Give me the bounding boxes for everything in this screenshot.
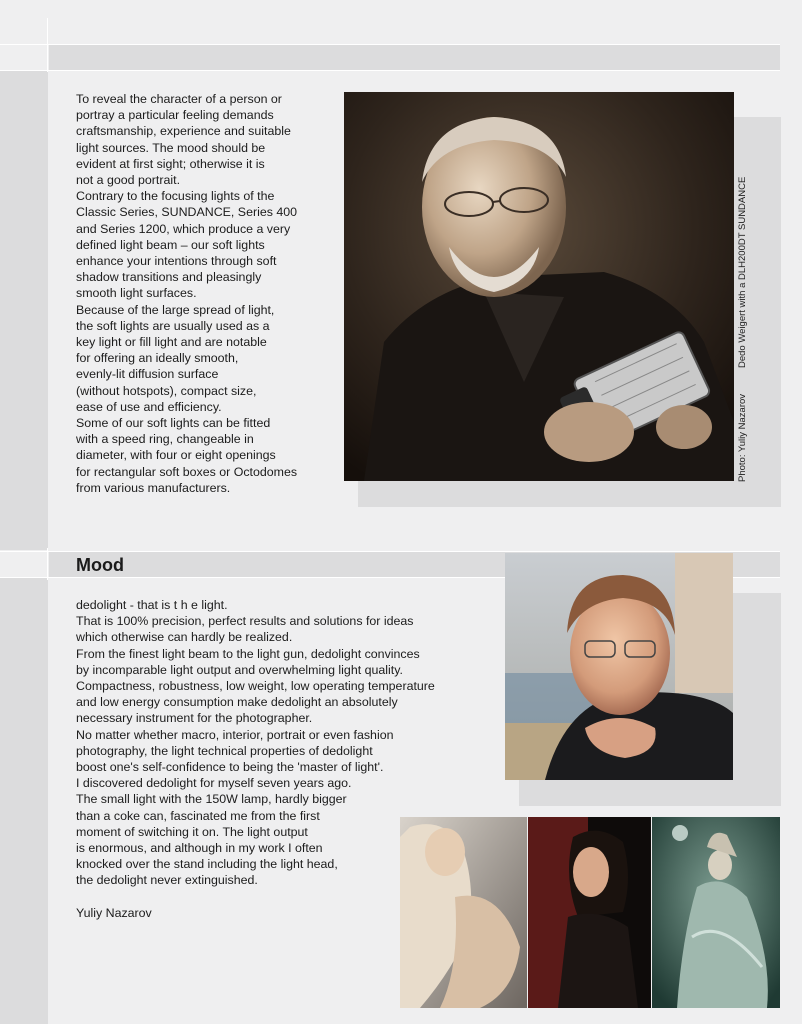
left-margin-strip-bottom bbox=[0, 578, 48, 1024]
portrait-photo-dedo-weigert bbox=[344, 92, 734, 481]
photographer-credit: Photo: Yuliy Nazarov bbox=[737, 393, 748, 482]
sample-photo-2-graphic bbox=[528, 817, 651, 1008]
portrait-photo2-graphic bbox=[505, 553, 733, 780]
top-vertical-rule bbox=[47, 18, 48, 72]
mood-text: dedolight - that is t h e light. That is 100% precision, perfect results and solutions for ideas which otherwise can hardly be realized. From the finest light beam to the light gun, dedolight convinces by incomparable light output and overwhelming light quality. Compactness, robustness, low weight, low operating temperature and low energy consumption make dedolight an absolutely necessary instrument for the photographer. No matter whether macro, interior, portrait or even fashion photography, the light technical properties of dedolight boost one's self-confidence to being the 'master of light'. I discovered dedolight for myself seven years ago. The small light with the 150W lamp, hardly bigger than a coke can, fascinated me from the first moment of switching it on. The light output is enormous, and although in my work I often knocked over the stand including the light head, the dedolight never extinguished. bbox=[76, 598, 435, 888]
left-margin-strip-top bbox=[0, 70, 48, 550]
sample-photo-1 bbox=[400, 817, 527, 1008]
mood-vertical-rule bbox=[47, 548, 48, 580]
sample-photo-2 bbox=[528, 817, 651, 1008]
top-rule-lower bbox=[0, 70, 780, 71]
photo-caption: Dedo Weigert with a DLH200DT SUNDANCE bbox=[737, 176, 748, 368]
portrait-photo-yuliy-nazarov bbox=[505, 553, 733, 780]
portrait-photo-graphic bbox=[344, 92, 734, 481]
author-signature: Yuliy Nazarov bbox=[76, 906, 152, 920]
intro-text: To reveal the character of a person or portray a particular feeling demands craftsmanship, experience and suitable light sources. The mood should be evident at first sight; otherwise it is not a good portrait. Contrary to the focusing lights of the Classic Series, SUNDANCE, Series 400 and Series 1200, which produce a very defined light beam – our soft lights enhance your intentions through soft shadow transitions and pleasingly smooth light surfaces. Because of the large spread of light, the soft lights are usually used as a key light or fill light and are notable for offering an ideally smooth, evenly-lit diffusion surface (without hotspots), compact size, ease of use and efficiency. Some of our soft lights can be fitted with a speed ring, changeable in diameter, with four or eight openings for rectangular soft boxes or Octodomes from various manufacturers. bbox=[76, 92, 298, 495]
sample-photo-1-graphic bbox=[400, 817, 527, 1008]
top-header-bar bbox=[49, 45, 780, 70]
sample-photo-3-graphic bbox=[652, 817, 780, 1008]
mood-heading: Mood bbox=[76, 555, 124, 575]
sample-photo-3 bbox=[652, 817, 780, 1008]
